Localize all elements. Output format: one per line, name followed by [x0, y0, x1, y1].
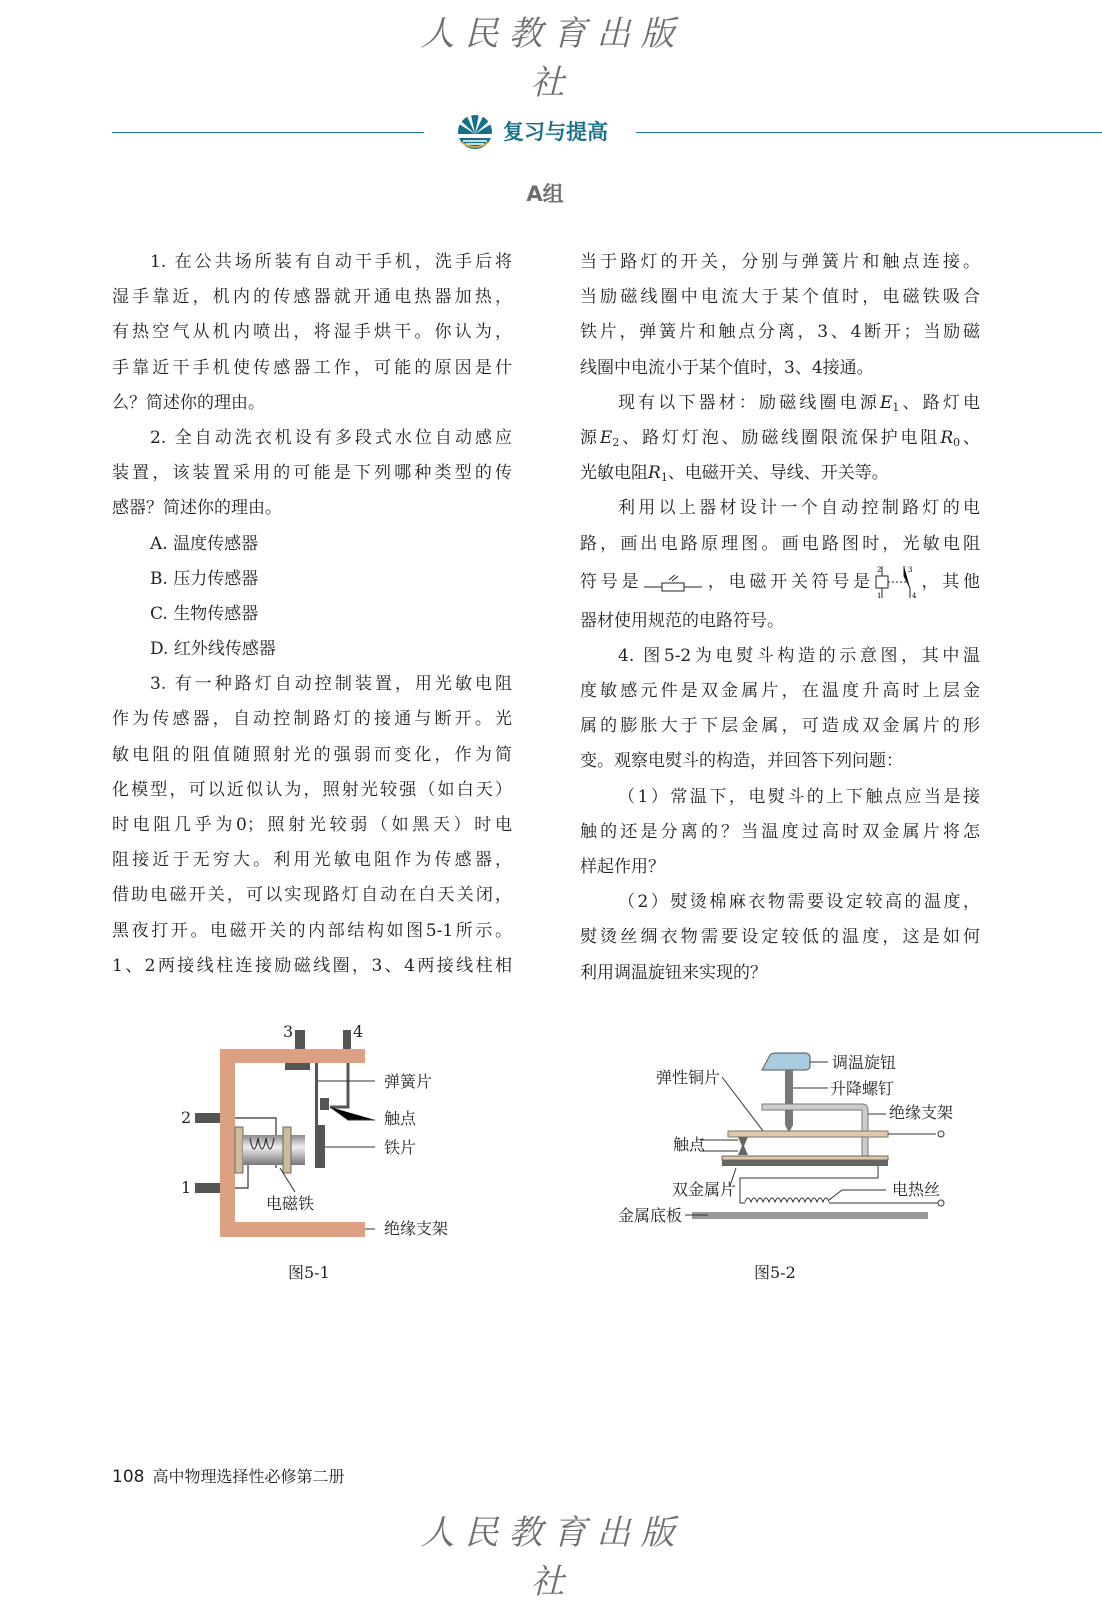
text-run: 黑夜打开。电磁开关的内部结构如图5-1所示。 [112, 920, 512, 941]
text-run: 光敏电阻 [580, 463, 648, 484]
text-run: 、路灯电 [899, 392, 981, 413]
svg-text:2: 2 [876, 566, 882, 575]
text-line [580, 815, 980, 850]
text-run: 器材使用规范的电路符号。 [580, 610, 784, 631]
text-run: 敏电阻的阻值随照射光的强弱而变化，作为简 [112, 744, 512, 765]
text-line [112, 351, 512, 386]
text-run: 3. 有一种路灯自动控制装置，用光敏电阻 [150, 674, 512, 695]
text-line [580, 560, 980, 604]
contacts [738, 1137, 748, 1155]
label-frame: 绝缘支架 [889, 1103, 954, 1122]
variable: R [648, 463, 661, 484]
text-run: B. 压力传感器 [150, 568, 259, 589]
text-line [580, 245, 980, 280]
text-run: 时电阻几乎为0；照射光较弱（如黑天）时电 [112, 815, 512, 835]
text-run: 源 [580, 427, 600, 448]
text-run: 阻接近于无穷大。利用光敏电阻作为传感器， [112, 850, 512, 871]
publisher-logo-top: 人民教育出版社 [420, 14, 685, 103]
relay-symbol-icon [874, 564, 918, 600]
subscript: 2 [612, 435, 620, 449]
text-line [112, 386, 512, 421]
section-title: 复习与提高 [503, 120, 608, 144]
spring-piece [315, 1063, 318, 1168]
text-run: 化模型，可以近似认为，照射光较强（如白天） [112, 779, 512, 800]
text-run: 路，画出电路原理图。画电路图时，光敏电阻 [580, 533, 980, 554]
text-line [580, 885, 980, 920]
label-base: 金属底板 [618, 1206, 683, 1225]
text-line [580, 351, 980, 386]
text-run: 熨烫丝绸衣物需要设定较低的温度，这是如何 [580, 927, 980, 948]
text-line [580, 491, 980, 526]
svg-text:4: 4 [353, 1022, 364, 1041]
photoresistor-symbol-icon [642, 570, 704, 594]
text-run: C. 生物传感器 [150, 603, 259, 624]
svg-text:1: 1 [181, 1178, 192, 1197]
text-run: 度敏感元件是双金属片，在温度升高时上层金 [580, 681, 980, 702]
left-column [112, 245, 512, 984]
text-line [580, 744, 980, 779]
label-knob: 调温旋钮 [832, 1053, 897, 1072]
text-run: 铁片，弹簧片和触点分离，3、4断开；当励磁 [580, 322, 980, 343]
text-line [580, 315, 980, 350]
text-line [580, 421, 980, 456]
text-run: （1）常温下，电熨斗的上下触点应当是接 [618, 786, 980, 807]
subscript: 1 [660, 471, 668, 485]
text-line [580, 956, 980, 991]
text-line [580, 920, 980, 955]
text-line [112, 949, 512, 984]
terminal-2 [195, 1113, 220, 1123]
section-heading [455, 112, 608, 150]
bracket [762, 1104, 868, 1156]
text-line [112, 315, 512, 350]
text-line [112, 280, 512, 315]
svg-text:3: 3 [907, 566, 913, 575]
text-run: 、路灯灯泡、励磁线圈限流保护电阻 [619, 427, 941, 448]
text-line [112, 878, 512, 913]
label-magnet: 电磁铁 [266, 1194, 315, 1213]
text-line [580, 456, 980, 491]
text-line [112, 562, 512, 597]
text-run: 、电磁开关、导线、开关等。 [667, 463, 889, 484]
text-run: 装置，该装置采用的可能是下列哪种类型的传 [112, 463, 512, 484]
text-run: ，电磁开关符号是 [704, 571, 874, 592]
text-run: 么？简述你的理由。 [112, 392, 265, 413]
subscript: 0 [953, 435, 961, 449]
variable: E [599, 427, 613, 448]
text-run: 触的还是分离的？当温度过高时双金属片将怎 [580, 821, 980, 842]
figure-5-2-iron [610, 1040, 960, 1280]
text-run: 1、2两接线柱连接励磁线圈，3、4两接线柱相 [112, 955, 512, 976]
right-column [580, 245, 980, 991]
label-contact: 触点 [673, 1135, 706, 1154]
text-run: 感器？简述你的理由。 [112, 498, 282, 519]
text-line [580, 386, 980, 421]
divider-right [636, 132, 1102, 133]
label-heater: 电热丝 [892, 1180, 941, 1199]
label-contact: 触点 [384, 1109, 417, 1128]
bimetal [722, 1160, 888, 1166]
text-run: 有热空气从机内喷出，将湿手烘干。你认为， [112, 322, 512, 343]
text-run: 借助电磁开关，可以实现路灯自动在白天关闭， [112, 885, 512, 906]
text-run: 线圈中电流小于某个值时，3、4接通。 [580, 357, 874, 378]
text-line [112, 914, 512, 949]
text-run: 2. 全自动洗衣机设有多段式水位自动感应 [150, 427, 512, 448]
text-line [112, 491, 512, 526]
figure-caption: 图5-2 [754, 1263, 796, 1280]
figure-5-1-relay [170, 1010, 470, 1280]
label-iron: 铁片 [384, 1138, 417, 1157]
text-line [580, 527, 980, 562]
terminal-1 [195, 1183, 220, 1193]
text-line [112, 527, 512, 562]
text-run: 手靠近干手机使传感器工作，可能的原因是什 [112, 357, 512, 378]
contact [320, 1098, 329, 1110]
text-run: 作为传感器，自动控制路灯的接通与断开。光 [112, 709, 512, 730]
text-run: 利用以上器材设计一个自动控制路灯的电 [618, 498, 980, 519]
publisher-logo-bottom: 人民教育出版社 [420, 1513, 685, 1602]
iron-piece [318, 1125, 325, 1168]
text-run: D. 红外线传感器 [150, 639, 276, 660]
text-line [112, 808, 512, 843]
heater-coil [745, 1198, 829, 1202]
svg-text:3: 3 [283, 1022, 294, 1041]
svg-text:2: 2 [181, 1108, 192, 1127]
text-run: 利用调温旋钮来实现的？ [580, 962, 767, 983]
variable: E [879, 392, 893, 413]
text-line [112, 843, 512, 878]
text-run: 符号是 [580, 571, 643, 592]
base-plate [692, 1212, 928, 1219]
text-line [112, 245, 512, 280]
svg-text:4: 4 [911, 592, 917, 601]
divider-left [112, 132, 424, 133]
text-line [112, 773, 512, 808]
text-line [112, 456, 512, 491]
text-run: 现有以下器材：励磁线圈电源 [618, 392, 880, 413]
copper-strip [728, 1131, 888, 1137]
text-run: （2）熨烫棉麻衣物需要设定较高的温度， [618, 892, 980, 913]
text-run: 4. 图5-2为电熨斗构造的示意图，其中温 [618, 645, 980, 666]
svg-text:1: 1 [876, 592, 882, 601]
text-run: 变。观察电熨斗的构造，并回答下列问题： [580, 751, 903, 772]
text-line [580, 280, 980, 315]
text-line [112, 738, 512, 773]
page-number: 108 [112, 1467, 145, 1487]
text-run: 、 [960, 427, 981, 448]
knob [762, 1053, 810, 1070]
text-line [112, 667, 512, 702]
text-run: 属的膨胀大于下层金属，可造成双金属片的形 [580, 716, 980, 737]
text-line [580, 639, 980, 674]
text-run: 1. 在公共场所装有自动干手机，洗手后将 [150, 252, 512, 272]
variable: R [940, 427, 954, 448]
text-run: A. 温度传感器 [150, 533, 259, 554]
text-run: 样起作用？ [580, 857, 665, 877]
text-line [112, 421, 512, 456]
figure-caption: 图5-1 [288, 1263, 330, 1280]
section-emblem-icon [455, 112, 495, 150]
book-title: 高中物理选择性必修第二册 [152, 1467, 345, 1486]
label-spring: 弹簧片 [384, 1072, 433, 1091]
text-line [112, 597, 512, 632]
label-bimetal: 双金属片 [672, 1180, 737, 1199]
text-line [112, 702, 512, 737]
text-run: 湿手靠近，机内的传感器就开通电热器加热， [112, 287, 512, 308]
terminal-3 [295, 1030, 305, 1049]
text-run: ，其他 [917, 571, 981, 592]
text-run: 当励磁线圈中电流大于某个值时，电磁铁吸合 [580, 287, 980, 308]
group-title: A组 [526, 182, 564, 206]
text-run: 当于路灯的开关，分别与弹簧片和触点连接。 [580, 252, 980, 272]
text-line [580, 850, 980, 885]
text-line [580, 709, 980, 744]
label-copper: 弹性铜片 [656, 1068, 721, 1087]
text-line [580, 780, 980, 815]
text-line [580, 674, 980, 709]
screw [785, 1070, 793, 1125]
label-frame: 绝缘支架 [384, 1219, 449, 1238]
subscript: 1 [892, 400, 900, 414]
text-line [112, 632, 512, 667]
label-screw: 升降螺钉 [830, 1079, 895, 1098]
page-footer [112, 1464, 344, 1487]
text-line [580, 604, 980, 639]
terminal-4 [343, 1030, 351, 1049]
